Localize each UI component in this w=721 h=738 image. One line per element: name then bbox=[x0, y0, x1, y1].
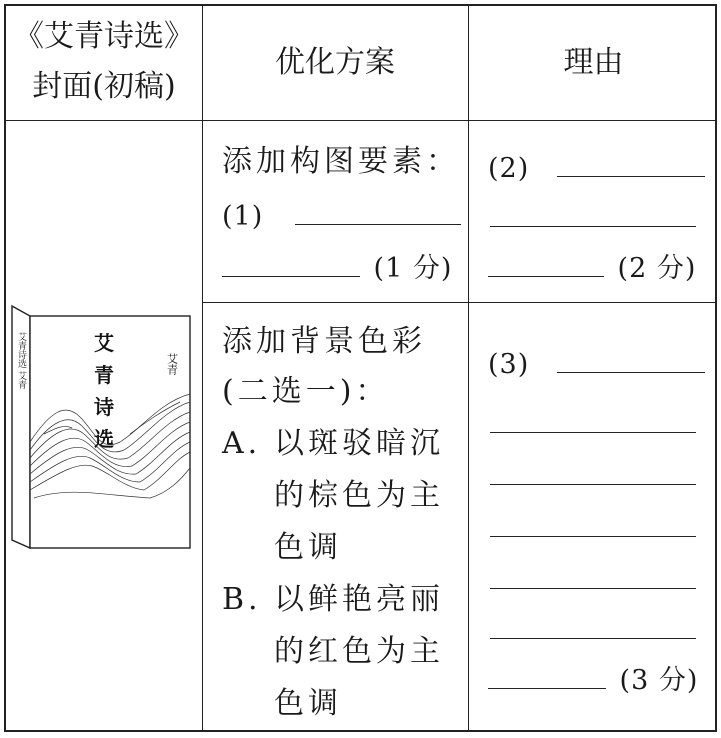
header-plan: 优化方案 bbox=[275, 45, 395, 80]
option-b-text-1: 以鲜艳亮丽 bbox=[274, 582, 444, 617]
score-1: (1 分) bbox=[373, 253, 453, 284]
score-2: (2 分) bbox=[617, 253, 697, 284]
answer-blank-3d[interactable] bbox=[490, 536, 696, 537]
row2-reason-line bbox=[488, 340, 705, 389]
book-cover-image bbox=[10, 302, 192, 552]
cover-title-char-2: 青 bbox=[94, 363, 114, 387]
option-b-text-3: 色调 bbox=[274, 686, 342, 721]
column-divider-1 bbox=[202, 6, 203, 730]
header-cover-subtitle: 封面(初稿) bbox=[32, 69, 176, 104]
row1-plan-answer-line bbox=[222, 192, 461, 241]
answer-blank-3e[interactable] bbox=[490, 588, 696, 589]
answer-blank-2c[interactable] bbox=[488, 246, 604, 277]
header-reason: 理由 bbox=[563, 45, 624, 80]
cover-spine-text: 艾青诗选 艾青 bbox=[16, 332, 26, 389]
header-cover-title: 《艾青诗选》 bbox=[14, 19, 194, 54]
row2-plan-subheading: (二选一)： bbox=[222, 374, 390, 409]
option-b-text-2: 的红色为主 bbox=[274, 634, 444, 669]
question-3-label: (3) bbox=[488, 349, 530, 380]
answer-blank-3g[interactable] bbox=[488, 658, 606, 689]
answer-blank-3c[interactable] bbox=[490, 484, 696, 485]
option-a-text-2: 的棕色为主 bbox=[274, 478, 444, 513]
question-1-label: (1) bbox=[222, 201, 264, 232]
answer-blank-3a[interactable] bbox=[557, 342, 705, 373]
answer-blank-2b[interactable] bbox=[490, 226, 696, 227]
row1-reason-line bbox=[488, 144, 705, 193]
column-divider-2 bbox=[468, 6, 469, 730]
cover-title-char-1: 艾 bbox=[94, 331, 114, 355]
answer-blank-2a[interactable] bbox=[557, 146, 705, 177]
cover-title-char-4: 选 bbox=[94, 427, 114, 451]
cover-author: 艾青 bbox=[165, 353, 179, 375]
answer-blank-3f[interactable] bbox=[490, 638, 696, 639]
row1-plan-answer-line-2 bbox=[222, 244, 452, 293]
row2-plan-heading: 添加背景色彩 bbox=[222, 324, 426, 359]
option-a-text-3: 色调 bbox=[274, 530, 342, 565]
row1-plan-heading: 添加构图要素： bbox=[222, 144, 460, 179]
answer-blank-1b[interactable] bbox=[222, 246, 360, 277]
row-divider bbox=[202, 302, 715, 303]
option-a-text-1: 以斑驳暗沉 bbox=[274, 426, 444, 461]
score-3: (3 分) bbox=[619, 665, 699, 696]
cover-title-char-3: 诗 bbox=[94, 395, 114, 419]
row1-reason-line-3 bbox=[488, 244, 696, 293]
option-a-label: A. bbox=[222, 426, 262, 461]
option-b-label: B. bbox=[222, 582, 262, 617]
row2-reason-last-line bbox=[488, 656, 698, 705]
question-2-label: (2) bbox=[488, 153, 530, 184]
header-divider bbox=[6, 120, 715, 121]
answer-blank-1a[interactable] bbox=[295, 194, 461, 225]
answer-blank-3b[interactable] bbox=[490, 432, 696, 433]
